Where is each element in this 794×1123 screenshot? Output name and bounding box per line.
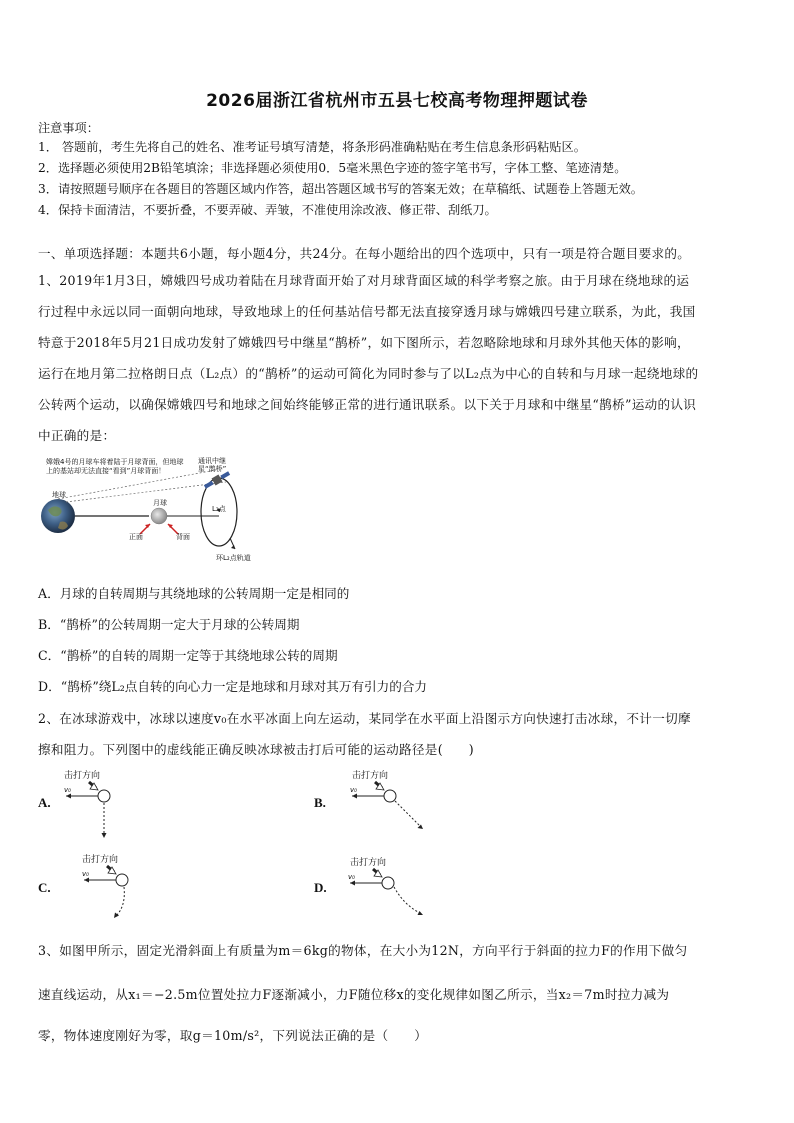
question-line: 特意于2018年5月21日成功发射了嫦娥四号中继星“鹊桥”，如下图所示，若忽略除地球和月球外其他天体的影响， <box>38 335 690 350</box>
notice-item: 2．选择题必须使用2B铅笔填涂；非选择题必须使用0．5毫米黑色字迹的签字笔书写，字体工整、笔迹清楚。 <box>38 161 627 175</box>
puck-diagram-b <box>344 766 444 846</box>
question-line: 零，物体速度刚好为零，取g＝10m/s²，下列说法正确的是（ ） <box>38 1028 428 1043</box>
puck-diagram-a <box>58 766 148 846</box>
notice-item: 4．保持卡面清洁，不要折叠，不要弄破、弄皱，不准使用涂改液、修正带、刮纸刀。 <box>38 203 497 217</box>
question-line: 运行在地月第二拉格朗日点（L₂点）的“鹊桥”的运动可简化为同时参与了以L₂点为中心的自转和与月球一起绕地球的 <box>38 366 699 381</box>
l2-label: L₂点 <box>212 505 226 513</box>
page-title: 2026届浙江省杭州市五县七校高考物理押题试卷 <box>206 91 588 111</box>
v0-label: v₀ <box>82 870 89 878</box>
figure-caption: 上的基站却无法直接“看到”月球背面！ <box>46 467 166 475</box>
question-line: 擦和阻力。下列图中的虚线能正确反映冰球被击打后可能的运动路径是( ) <box>38 742 474 757</box>
question-line: 3、如图甲所示，固定光滑斜面上有质量为m＝6kg的物体，在大小为12N，方向平行于斜面的拉力F的作用下做匀 <box>38 943 688 958</box>
moon-graphic <box>151 508 167 524</box>
question-line: 1、2019年1月3日，嫦娥四号成功着陆在月球背面开始了对月球背面区域的科学考察之旅。由于月球在绕地球的运 <box>38 273 690 288</box>
back-label: 背面 <box>176 533 190 541</box>
front-label: 正面 <box>129 533 143 541</box>
question-line: 公转两个运动，以确保嫦娥四号和地球之间始终能够正常的进行通讯联系。以下关于月球和中继星“鹊桥”运动的认识 <box>38 397 697 412</box>
option-c: C．“鹊桥”的自转的周期一定等于其绕地球公转的周期 <box>38 648 338 663</box>
v0-label: v₀ <box>350 786 357 794</box>
question-line: 2、在冰球游戏中，冰球以速度v₀在水平冰面上向左运动，某同学在水平面上沿图示方向快速打击冰球，不计一切摩 <box>38 711 691 726</box>
earth-moon-relay-figure <box>36 452 266 570</box>
v0-label: v₀ <box>348 873 355 881</box>
question-line: 行过程中永远以同一面朝向地球，导致地球上的任何基站信号都无法直接穿透月球与嫦娥四号建立联系，为此，我国 <box>38 304 696 319</box>
notice-item: 3．请按照题号顺序在各题目的答题区域内作答，超出答题区域书写的答案无效；在草稿纸、试题卷上答题无效。 <box>38 182 643 196</box>
question-line: 速直线运动，从x₁＝−2.5m位置处拉力F逐渐减小，力F随位移x的变化规律如图乙所示，当x₂＝7m时拉力减为 <box>38 987 670 1002</box>
option-a: A．月球的自转周期与其绕地球的公转周期一定是相同的 <box>38 586 350 601</box>
relay-label: 星“鹊桥” <box>198 465 227 473</box>
earth-label: 地球 <box>52 491 66 499</box>
puck-diagram-c <box>76 850 166 930</box>
notice-heading: 注意事项： <box>38 121 99 135</box>
relay-label: 通讯中继 <box>198 457 226 465</box>
option-b-label: B. <box>314 795 326 810</box>
option-a-label: A. <box>38 795 51 810</box>
moon-label: 月球 <box>153 499 167 507</box>
hit-direction-label: 击打方向 <box>352 771 389 781</box>
hit-direction-label: 击打方向 <box>82 855 119 865</box>
hit-direction-label: 击打方向 <box>64 771 101 781</box>
option-d: D．“鹊桥”绕L₂点自转的向心力一定是地球和月球对其万有引力的合力 <box>38 679 428 694</box>
option-b: B．“鹊桥”的公转周期一定大于月球的公转周期 <box>38 617 300 632</box>
figure-caption: 嫦娥4号的月球车将着陆于月球背面，但地球 <box>46 458 184 466</box>
v0-label: v₀ <box>64 786 71 794</box>
puck-diagram-d <box>342 853 442 933</box>
option-d-label: D. <box>314 880 327 895</box>
section-heading: 一、单项选择题：本题共6小题，每小题4分，共24分。在每小题给出的四个选项中，只有一项是符合题目要求的。 <box>38 246 691 261</box>
notice-item: 1． 答题前，考生先将自己的姓名、准考证号填写清楚，将条形码准确粘贴在考生信息条形码粘贴区。 <box>38 140 586 154</box>
orbit-label: 环L₂点轨道 <box>216 554 251 562</box>
option-c-label: C. <box>38 880 51 895</box>
question-line: 中正确的是： <box>38 428 116 443</box>
hit-direction-label: 击打方向 <box>350 858 387 868</box>
